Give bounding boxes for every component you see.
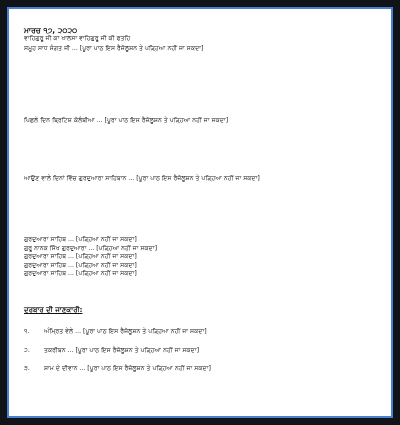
item-number: ੩. [24,365,30,373]
venue-item: ਗੁਰਦੁਆਰਾ ਸਾਹਿਬ ... [ਪੜ੍ਹਿਆ ਨਹੀਂ ਜਾ ਸਕਦਾ] [24,270,137,278]
paragraph-1: ਸਮੂਹ ਸਾਧ ਸੰਗਤ ਜੀ ... [ਪੂਰਾ ਪਾਠ ਇਸ ਰੈਜ਼ੋਲੂਸ਼ਨ ਤੇ ਪੜ੍ਹਿਆ ਨਹੀਂ ਜਾ ਸਕਦਾ] [24,45,204,52]
list-item [24,347,376,356]
greeting: ਵਾਹਿਗੁਰੂ ਜੀ ਕਾ ਖਾਲਸਾ ਵਾਹਿਗੁਰੂ ਜੀ ਕੀ ਫਤਹਿ [24,35,131,42]
section-title: ਦਰਬਾਰ ਦੀ ਜਾਣਕਾਰੀ: [24,306,83,314]
list-item [24,328,376,337]
item-number: ੨. [24,346,30,354]
paragraph-3: ਆਉਣ ਵਾਲੇ ਦਿਨਾਂ ਵਿੱਚ ਗੁਰਦੁਆਰਾ ਸਾਹਿਬਾਨ ... [ਪੂਰਾ ਪਾਠ ਇਸ ਰੈਜ਼ੋਲੂਸ਼ਨ ਤੇ ਪੜ੍ਹਿਆ ਨਹੀਂ ਜਾ ਸਕਦਾ] [24,175,260,182]
venue-item: ਗੁਰਦੁਆਰਾ ਸਾਹਿਬ ... [ਪੜ੍ਹਿਆ ਨਹੀਂ ਜਾ ਸਕਦਾ] [24,261,137,269]
document-page [18,18,382,407]
document-frame [7,7,393,418]
venue-list [24,236,157,279]
document-date: ਮਾਰਚ ੧੭, ੨੦੨੦ [24,26,78,35]
venue-item: ਗੁਰਦੁਆਰਾ ਸਾਹਿਬ ... [ਪੜ੍ਹਿਆ ਨਹੀਂ ਜਾ ਸਕਦਾ] [24,236,137,243]
venue-item: ਗੁਰੂ ਨਾਨਕ ਸਿੱਖ ਗੁਰਦੁਆਰਾ ... [ਪੜ੍ਹਿਆ ਨਹੀਂ ਜਾ ਸਕਦਾ] [24,244,158,252]
paragraph-2: ਪਿਛਲੇ ਦਿਨ ਬ੍ਰਿਟਿਸ਼ ਕੋਲੰਬੀਆ ... [ਪੂਰਾ ਪਾਠ ਇਸ ਰੈਜ਼ੋਲੂਸ਼ਨ ਤੇ ਪੜ੍ਹਿਆ ਨਹੀਂ ਜਾ ਸਕਦਾ] [24,117,229,124]
item-number: ੧. [24,328,30,335]
item-text: ਸ਼ਾਮ ਦੇ ਦੀਵਾਨ ... [ਪੂਰਾ ਪਾਠ ਇਸ ਰੈਜ਼ੋਲੂਸ਼ਨ ਤੇ ਪੜ੍ਹਿਆ ਨਹੀਂ ਜਾ ਸਕਦਾ] [44,365,211,373]
venue-item: ਗੁਰਦੁਆਰਾ ਸਾਹਿਬ ... [ਪੜ੍ਹਿਆ ਨਹੀਂ ਜਾ ਸਕਦਾ] [24,253,137,261]
item-text: ਅੰਮ੍ਰਿਤ ਵੇਲੇ ... [ਪੂਰਾ ਪਾਠ ਇਸ ਰੈਜ਼ੋਲੂਸ਼ਨ ਤੇ ਪੜ੍ਹਿਆ ਨਹੀਂ ਜਾ ਸਕਦਾ] [44,328,207,335]
program-list [24,328,376,384]
list-item [24,365,376,374]
item-text: ਤਕਰੀਬਨ ... [ਪੂਰਾ ਪਾਠ ਇਸ ਰੈਜ਼ੋਲੂਸ਼ਨ ਤੇ ਪੜ੍ਹਿਆ ਨਹੀਂ ਜਾ ਸਕਦਾ] [44,346,200,354]
